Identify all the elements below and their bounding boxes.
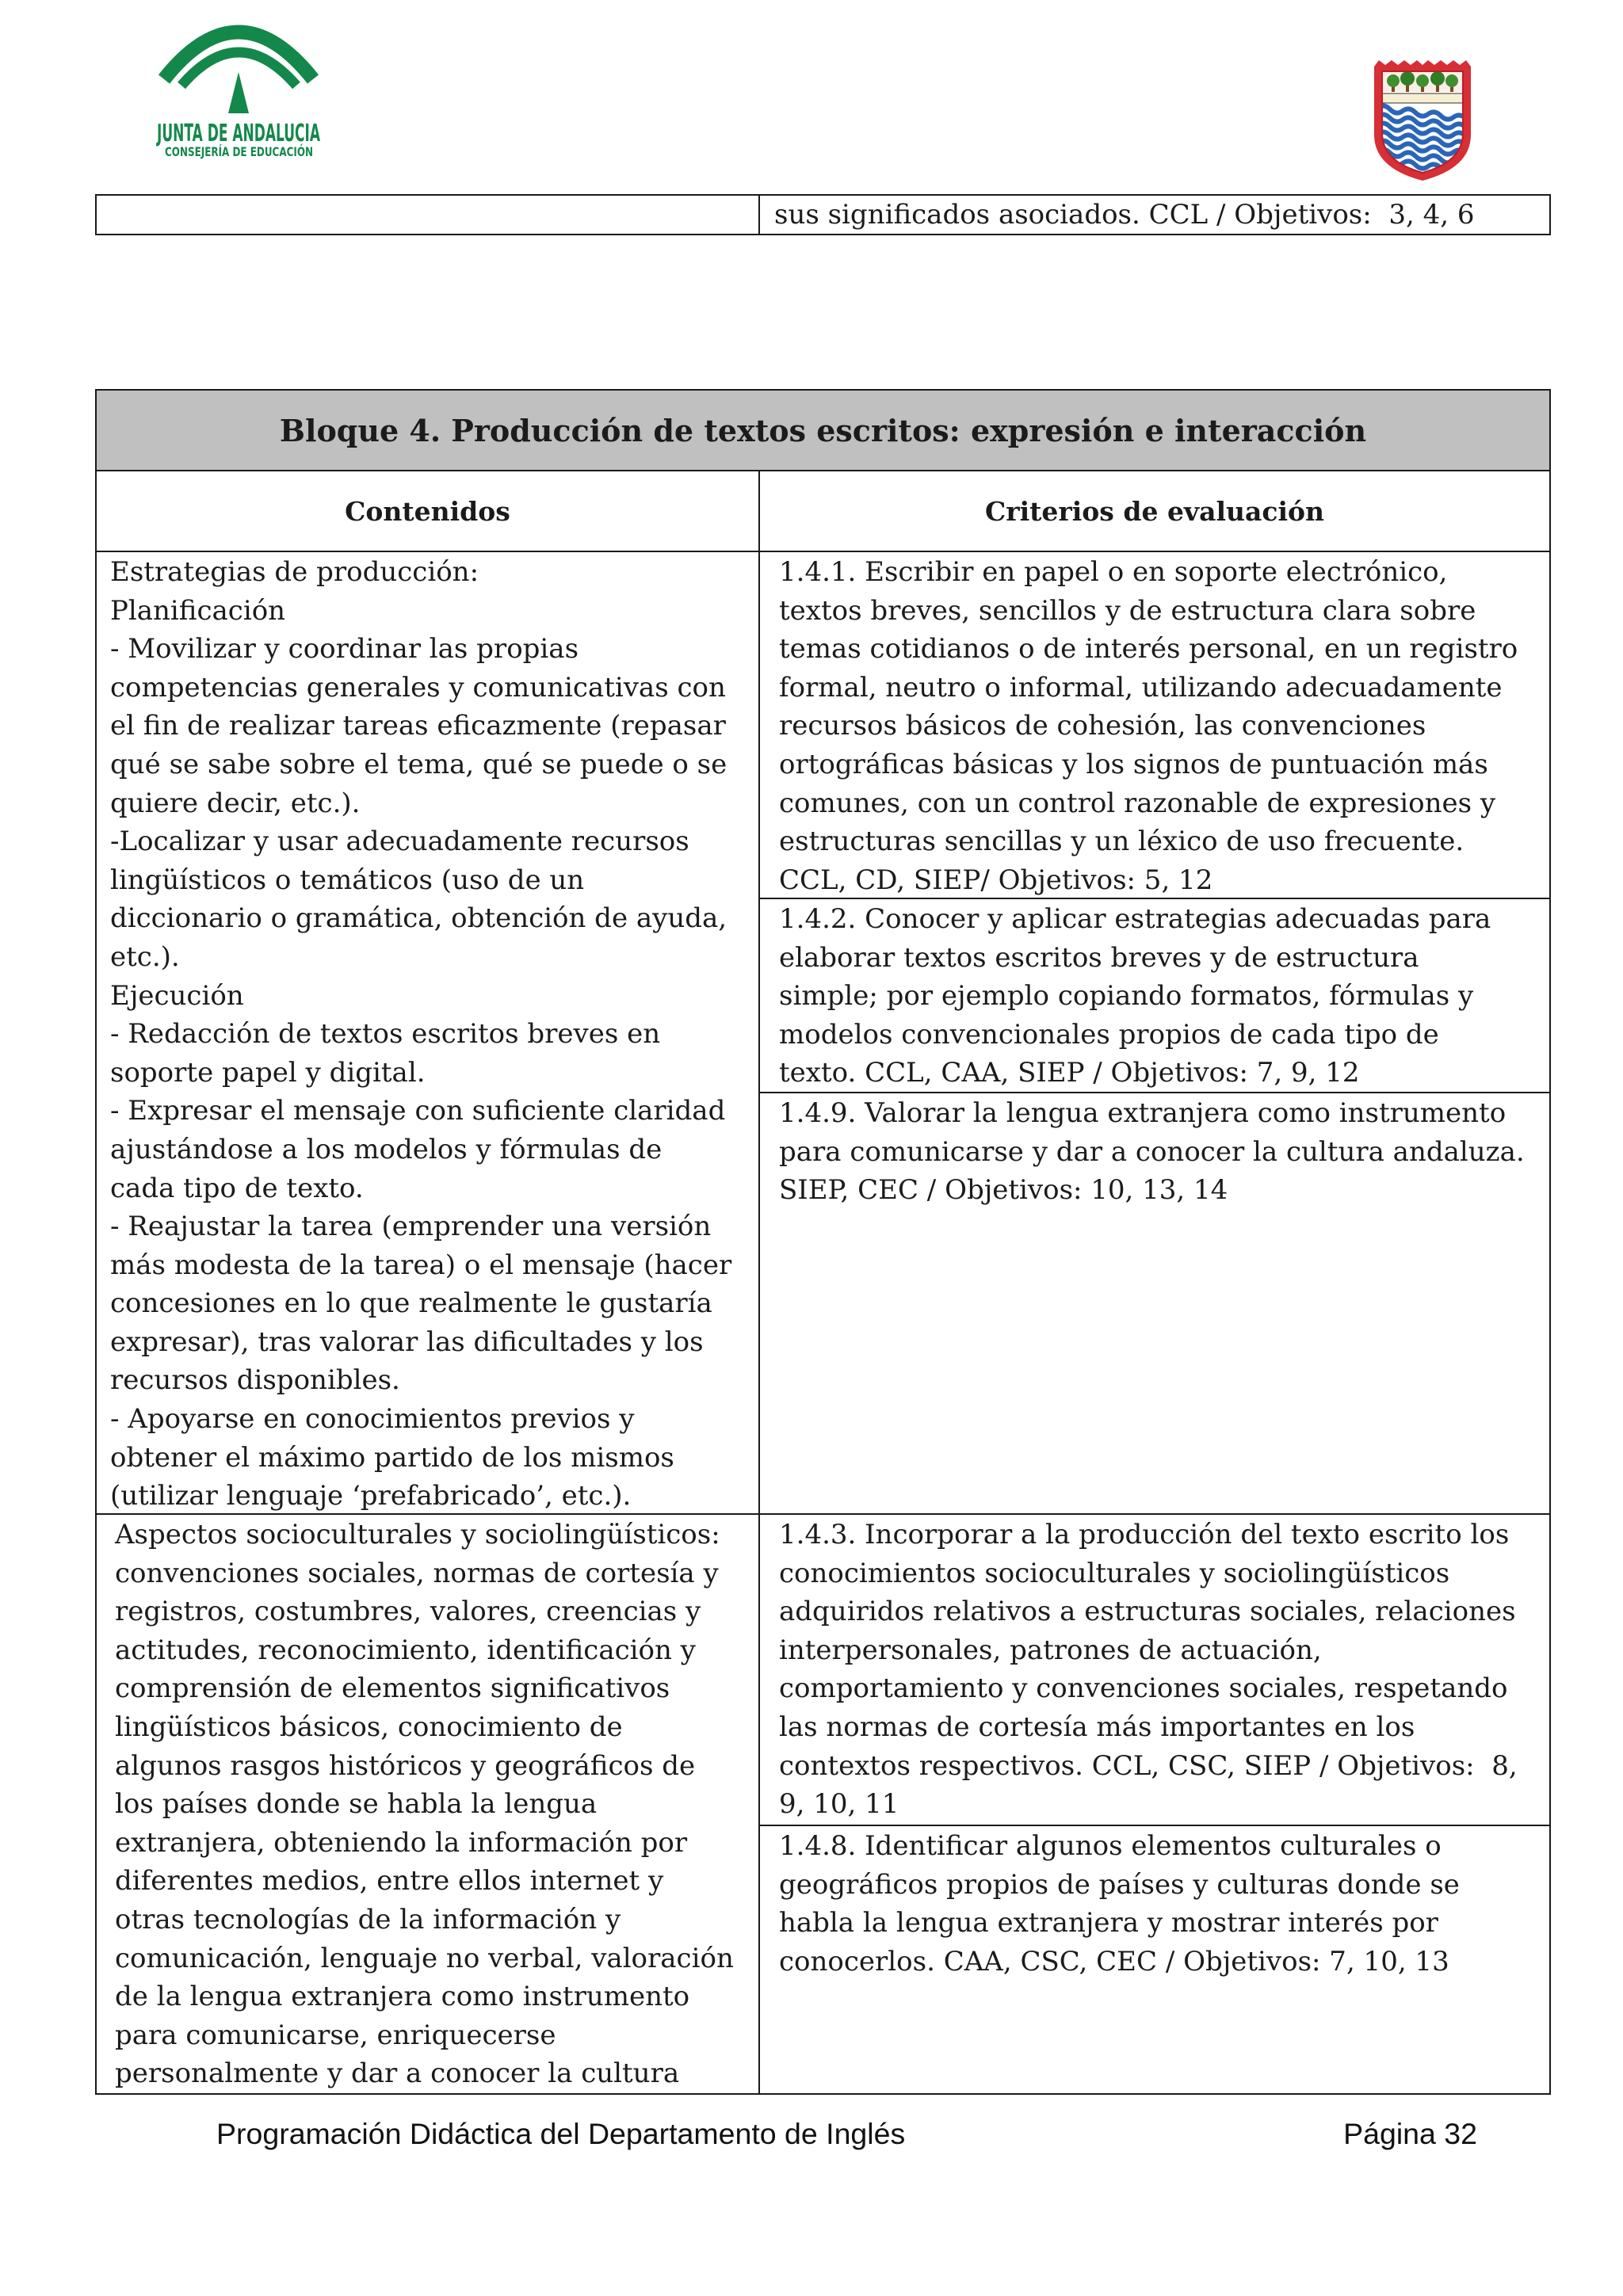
carryover-empty-cell [95, 194, 760, 235]
criterio-line: recursos básicos de cohesión, las convenciones [779, 710, 1426, 742]
contenidos-line: más modesta de la tarea) o el mensaje (hacer [110, 1249, 732, 1281]
junta-de-andalucia-logo [151, 20, 329, 162]
contenidos-line: lingüísticos o temáticos (uso de un [110, 864, 585, 896]
criterio-line: texto. CCL, CAA, SIEP / Objetivos: 7, 9, 12 [779, 1057, 1360, 1089]
contenidos-line: algunos rasgos históricos y geográficos de [115, 1749, 696, 1782]
contenidos-line: actitudes, reconocimiento, identificación y [115, 1634, 696, 1666]
criterio-cell-1-4-9 [758, 1092, 1551, 1515]
criterio-line: comunes, con un control razonable de expresiones y [779, 787, 1496, 819]
criterio-line: interpersonales, patrones de actuación, [779, 1634, 1322, 1666]
contenidos-line: - Reajustar la tarea (emprender una versión [110, 1211, 712, 1243]
contenidos-line: extranjera, obteniendo la información por [115, 1826, 688, 1859]
contenidos-line: etc.). [110, 940, 180, 973]
column-header-label: Contenidos [345, 495, 510, 527]
contenidos-cell-aspectos [95, 1513, 760, 2095]
criterio-line: elaborar textos escritos breves y de estructura [779, 941, 1419, 974]
contenidos-line: quiere decir, etc.). [110, 787, 361, 819]
criterio-line: SIEP, CEC / Objetivos: 10, 13, 14 [779, 1174, 1228, 1207]
contenidos-line: concesiones en lo que realmente le gustaría [110, 1287, 712, 1320]
column-header-contenidos [95, 470, 760, 552]
criterio-line: 1.4.2. Conocer y aplicar estrategias adecuadas para [779, 903, 1491, 935]
criterio-line: simple; por ejemplo copiando formatos, fórmulas y [779, 980, 1474, 1013]
contenidos-line: de la lengua extranjera como instrumento [115, 1981, 690, 2013]
criterio-line: formal, neutro o informal, utilizando adecuadamente [779, 671, 1503, 704]
criterio-line: 9, 10, 11 [779, 1788, 899, 1821]
criterio-line: 1.4.8. Identificar algunos elementos culturales o [779, 1830, 1442, 1862]
contenidos-line: lingüísticos básicos, conocimiento de [115, 1711, 623, 1743]
school-crest-icon [1371, 55, 1474, 182]
contenidos-line: el fin de realizar tareas eficazmente (repasar [110, 710, 726, 742]
crest-banner [1382, 93, 1463, 103]
criterio-line: conocerlos. CAA, CSC, CEC / Objetivos: 7, 10, 13 [779, 1945, 1449, 1978]
contenidos-line: Aspectos socioculturales y sociolingüísticos: [115, 1519, 720, 1550]
contenidos-line: Ejecución [110, 979, 244, 1012]
logo-column [228, 72, 249, 113]
contenidos-line: expresar), tras valorar las dificultades y los [110, 1325, 704, 1358]
criterio-line: modelos convencionales propios de cada tipo de [779, 1018, 1439, 1051]
criterio-line: para comunicarse y dar a conocer la cultura andaluza. [779, 1135, 1525, 1168]
criterio-line: textos breves, sencillos y de estructura clara sobre [779, 594, 1476, 627]
logo-subtitle: CONSEJERÍA DE EDUCACIÓN [165, 144, 313, 159]
criterio-line: 1.4.9. Valorar la lengua extranjera como instrumento [779, 1097, 1507, 1129]
contenidos-line: competencias generales y comunicativas con [110, 671, 726, 704]
contenidos-line: -Localizar y usar adecuadamente recursos [110, 826, 689, 858]
criterio-line: CCL, CD, SIEP/ Objetivos: 5, 12 [779, 864, 1213, 896]
carryover-criteria-cell [758, 194, 1551, 235]
contenidos-line: - Apoyarse en conocimientos previos y [110, 1403, 635, 1436]
criterio-line: habla la lengua extranjera y mostrar interés por [779, 1907, 1438, 1939]
contenidos-line: - Expresar el mensaje con suficiente claridad [110, 1095, 726, 1127]
criterio-line: estructuras sencillas y un léxico de uso frecuente. [779, 826, 1465, 858]
criterio-cell-1-4-2 [758, 898, 1551, 1093]
contenidos-line: comprensión de elementos significativos [115, 1672, 670, 1705]
criterio-cell-1-4-8 [758, 1825, 1551, 2095]
criterio-line: geográficos propios de países y culturas donde se [779, 1868, 1460, 1901]
contenidos-line: recursos disponibles. [110, 1364, 400, 1397]
logo-title: JUNTA DE ANDALUCIA [155, 120, 321, 147]
contenidos-line: - Movilizar y coordinar las propias [110, 633, 579, 666]
column-header-label: Criterios de evaluación [984, 495, 1325, 527]
criterio-line: comportamiento y convenciones sociales, respetando [779, 1672, 1508, 1705]
contenidos-line: para comunicarse, enriquecerse [115, 2019, 556, 2051]
contenidos-line: (utilizar lenguaje ‘prefabricado’, etc.). [110, 1480, 632, 1512]
carryover-text: sus significados asociados. CCL / Objetivos: 3, 4, 6 [774, 198, 1475, 231]
criterio-cell-1-4-3 [758, 1513, 1551, 1826]
column-header-criterios [758, 470, 1551, 552]
contenidos-line: - Redacción de textos escritos breves en [110, 1018, 661, 1051]
contenidos-line: Planificación [110, 594, 286, 627]
contenidos-line: Estrategias de producción: [110, 556, 479, 588]
contenidos-line: ajustándose a los modelos y fórmulas de [110, 1133, 663, 1165]
criterio-line: las normas de cortesía más importantes en los [779, 1711, 1415, 1743]
contenidos-line: diferentes medios, entre ellos internet y [115, 1865, 664, 1897]
contenidos-line: registros, costumbres, valores, creencias y [115, 1596, 701, 1628]
contenidos-line: personalmente y dar a conocer la cultura [115, 2058, 680, 2090]
contenidos-line: comunicación, lenguaje no verbal, valoración [115, 1942, 734, 1974]
contenidos-line: los países donde se habla la lengua [115, 1788, 598, 1821]
contenidos-line: cada tipo de texto. [110, 1172, 364, 1204]
footer-title: Programación Didáctica del Departamento de Inglés [216, 2117, 906, 2150]
contenidos-line: otras tecnologías de la información y [115, 1903, 621, 1936]
criterio-line: contextos respectivos. CCL, CSC, SIEP / Objetivos: 8, [779, 1749, 1518, 1782]
criterio-line: temas cotidianos o de interés personal, en un registro [779, 633, 1518, 666]
criterio-line: adquiridos relativos a estructuras sociales, relaciones [779, 1596, 1516, 1628]
contenidos-line: convenciones sociales, normas de cortesía y [115, 1557, 719, 1589]
contenidos-line: soporte papel y digital. [110, 1056, 426, 1089]
criterio-cell-1-4-1 [758, 551, 1551, 899]
contenidos-cell-estrategias [95, 551, 760, 1515]
contenidos-line: diccionario o gramática, obtención de ayuda, [110, 902, 727, 935]
criterio-line: conocimientos socioculturales y sociolingüísticos [779, 1557, 1450, 1589]
criterio-line: ortográficas básicas y los signos de puntuación más [779, 748, 1488, 780]
contenidos-line: qué se sabe sobre el tema, qué se puede o se [110, 748, 727, 780]
block-title: Bloque 4. Producción de textos escritos: expresión e interacción [279, 412, 1367, 448]
criterio-line: 1.4.3. Incorporar a la producción del texto escrito los [779, 1519, 1510, 1550]
contenidos-line: obtener el máximo partido de los mismos [110, 1441, 674, 1474]
block-title-cell [95, 389, 1551, 471]
page-number: Página 32 [1343, 2117, 1477, 2150]
criterio-line: 1.4.1. Escribir en papel o en soporte electrónico, [779, 556, 1448, 588]
crest-waves [1377, 105, 1466, 180]
